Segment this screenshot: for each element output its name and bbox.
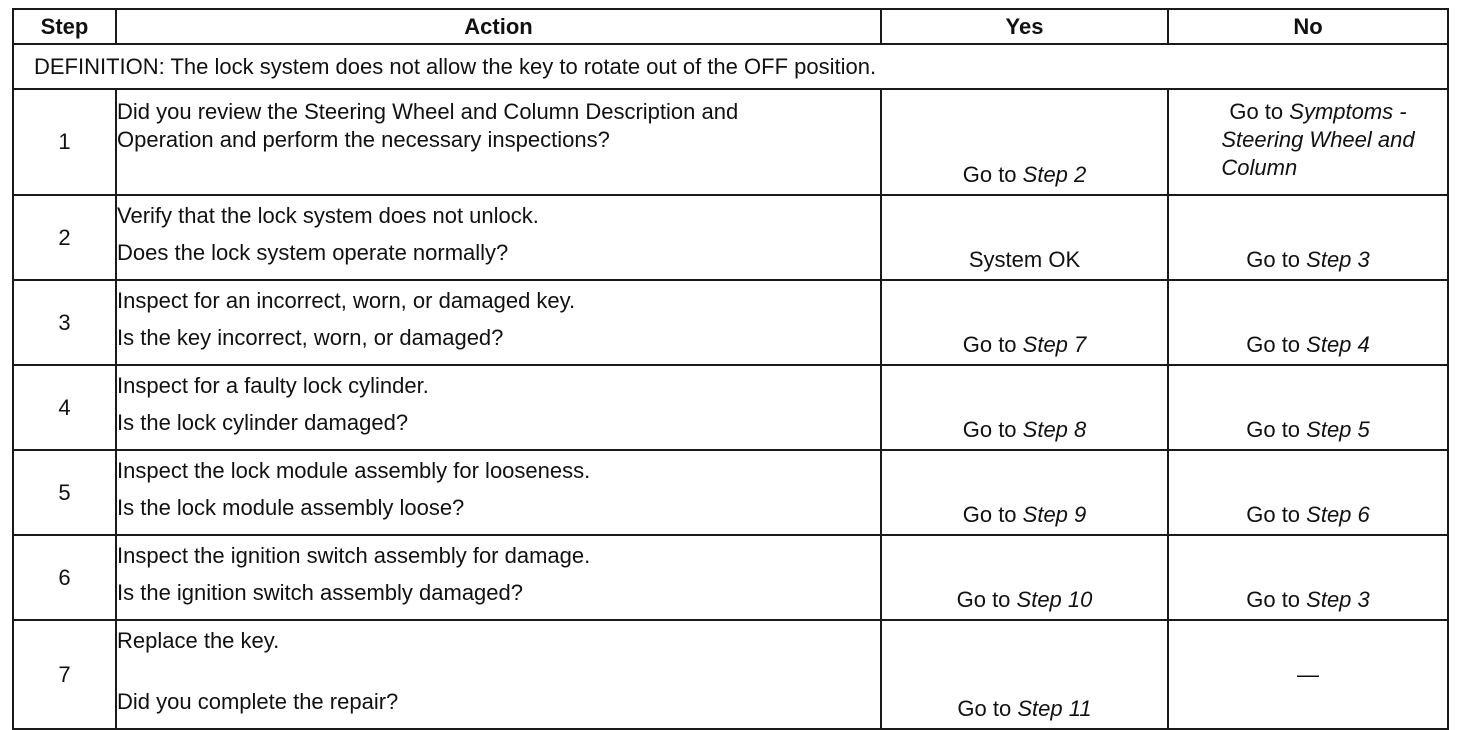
no-prefix: Go to — [1246, 332, 1307, 357]
table-row — [13, 89, 1448, 195]
no-cell — [1168, 89, 1448, 195]
yes-cell — [881, 620, 1168, 729]
action-cell — [116, 280, 881, 365]
action-cell — [116, 450, 881, 535]
action-cell — [116, 89, 881, 195]
step-number: 1 — [13, 89, 116, 195]
no-cell — [1168, 365, 1448, 450]
no-prefix: Go to — [1246, 502, 1307, 527]
yes-step-link[interactable]: Step 7 — [1022, 332, 1087, 357]
no-dash: — — [1297, 661, 1319, 687]
action-line: Did you complete the repair? — [117, 689, 399, 714]
no-cell — [1168, 195, 1448, 280]
step-number: 5 — [13, 450, 116, 535]
action-cell — [116, 195, 881, 280]
action-line: Is the lock cylinder damaged? — [117, 410, 409, 435]
yes-prefix: Go to — [956, 587, 1017, 612]
table-row — [13, 450, 1448, 535]
table-row — [13, 280, 1448, 365]
action-line: Inspect for an incorrect, worn, or damaged key. — [117, 288, 576, 313]
no-symptoms-link[interactable]: Symptoms - — [1289, 99, 1407, 124]
no-step-link[interactable]: Step 3 — [1306, 247, 1370, 272]
header-step: Step — [13, 9, 116, 44]
yes-cell — [881, 535, 1168, 620]
no-symptoms-link-line3[interactable]: Column — [1221, 155, 1298, 180]
no-cell — [1168, 280, 1448, 365]
table-row — [13, 620, 1448, 729]
table-row — [13, 535, 1448, 620]
no-prefix: Go to — [1246, 587, 1307, 612]
no-step-link[interactable]: Step 3 — [1306, 587, 1370, 612]
yes-step-link[interactable]: Step 8 — [1022, 417, 1087, 442]
action-cell — [116, 620, 881, 729]
action-cell — [116, 535, 881, 620]
yes-step-link[interactable]: Step 11 — [1017, 696, 1092, 721]
yes-step-link[interactable]: Step 9 — [1022, 502, 1087, 527]
yes-cell — [881, 450, 1168, 535]
no-prefix: Go to — [1246, 417, 1307, 442]
action-line: Inspect for a faulty lock cylinder. — [117, 373, 429, 398]
header-row — [13, 9, 1448, 44]
action-line: Verify that the lock system does not unlock. — [117, 203, 539, 228]
step-number: 7 — [13, 620, 116, 729]
yes-prefix: Go to — [962, 502, 1023, 527]
yes-step-link[interactable]: Step 2 — [1022, 162, 1087, 187]
no-step-link[interactable]: Step 6 — [1306, 502, 1370, 527]
no-symptoms-link-line2[interactable]: Steering Wheel and — [1221, 127, 1415, 152]
step-number: 6 — [13, 535, 116, 620]
yes-prefix: Go to — [962, 417, 1023, 442]
action-cell — [116, 365, 881, 450]
no-step-link[interactable]: Step 5 — [1306, 417, 1370, 442]
header-yes: Yes — [881, 9, 1168, 44]
action-line: Is the key incorrect, worn, or damaged? — [117, 325, 504, 350]
step-number: 2 — [13, 195, 116, 280]
no-cell — [1168, 535, 1448, 620]
action-line: Inspect the lock module assembly for looseness. — [117, 458, 591, 483]
step-number: 4 — [13, 365, 116, 450]
no-step-link[interactable]: Step 4 — [1306, 332, 1370, 357]
action-line: Is the lock module assembly loose? — [117, 495, 465, 520]
table-row — [13, 365, 1448, 450]
no-cell — [1168, 450, 1448, 535]
yes-prefix: Go to — [962, 162, 1023, 187]
header-no: No — [1168, 9, 1448, 44]
table-row — [13, 195, 1448, 280]
yes-cell — [881, 195, 1168, 280]
action-line: Did you review the Steering Wheel and Column Description and — [117, 99, 739, 124]
action-line: Inspect the ignition switch assembly for damage. — [117, 543, 591, 568]
action-line: Operation and perform the necessary inspections? — [117, 127, 610, 152]
yes-step-link[interactable]: Step 10 — [1016, 587, 1093, 612]
yes-cell — [881, 280, 1168, 365]
step-number: 3 — [13, 280, 116, 365]
definition-row — [13, 44, 1448, 89]
yes-cell — [881, 365, 1168, 450]
diagnostic-table — [12, 8, 1449, 730]
action-line: Is the ignition switch assembly damaged? — [117, 580, 523, 605]
header-action: Action — [116, 9, 881, 44]
no-prefix: Go to — [1246, 247, 1307, 272]
action-line: Replace the key. — [117, 628, 280, 653]
action-line: Does the lock system operate normally? — [117, 240, 509, 265]
definition-text: DEFINITION: The lock system does not allow the key to rotate out of the OFF position. — [13, 44, 1448, 89]
yes-prefix: Go to — [957, 696, 1018, 721]
yes-text: System OK — [968, 247, 1081, 272]
yes-prefix: Go to — [962, 332, 1023, 357]
no-prefix: Go to — [1229, 99, 1290, 124]
yes-cell — [881, 89, 1168, 195]
no-cell — [1168, 620, 1448, 729]
